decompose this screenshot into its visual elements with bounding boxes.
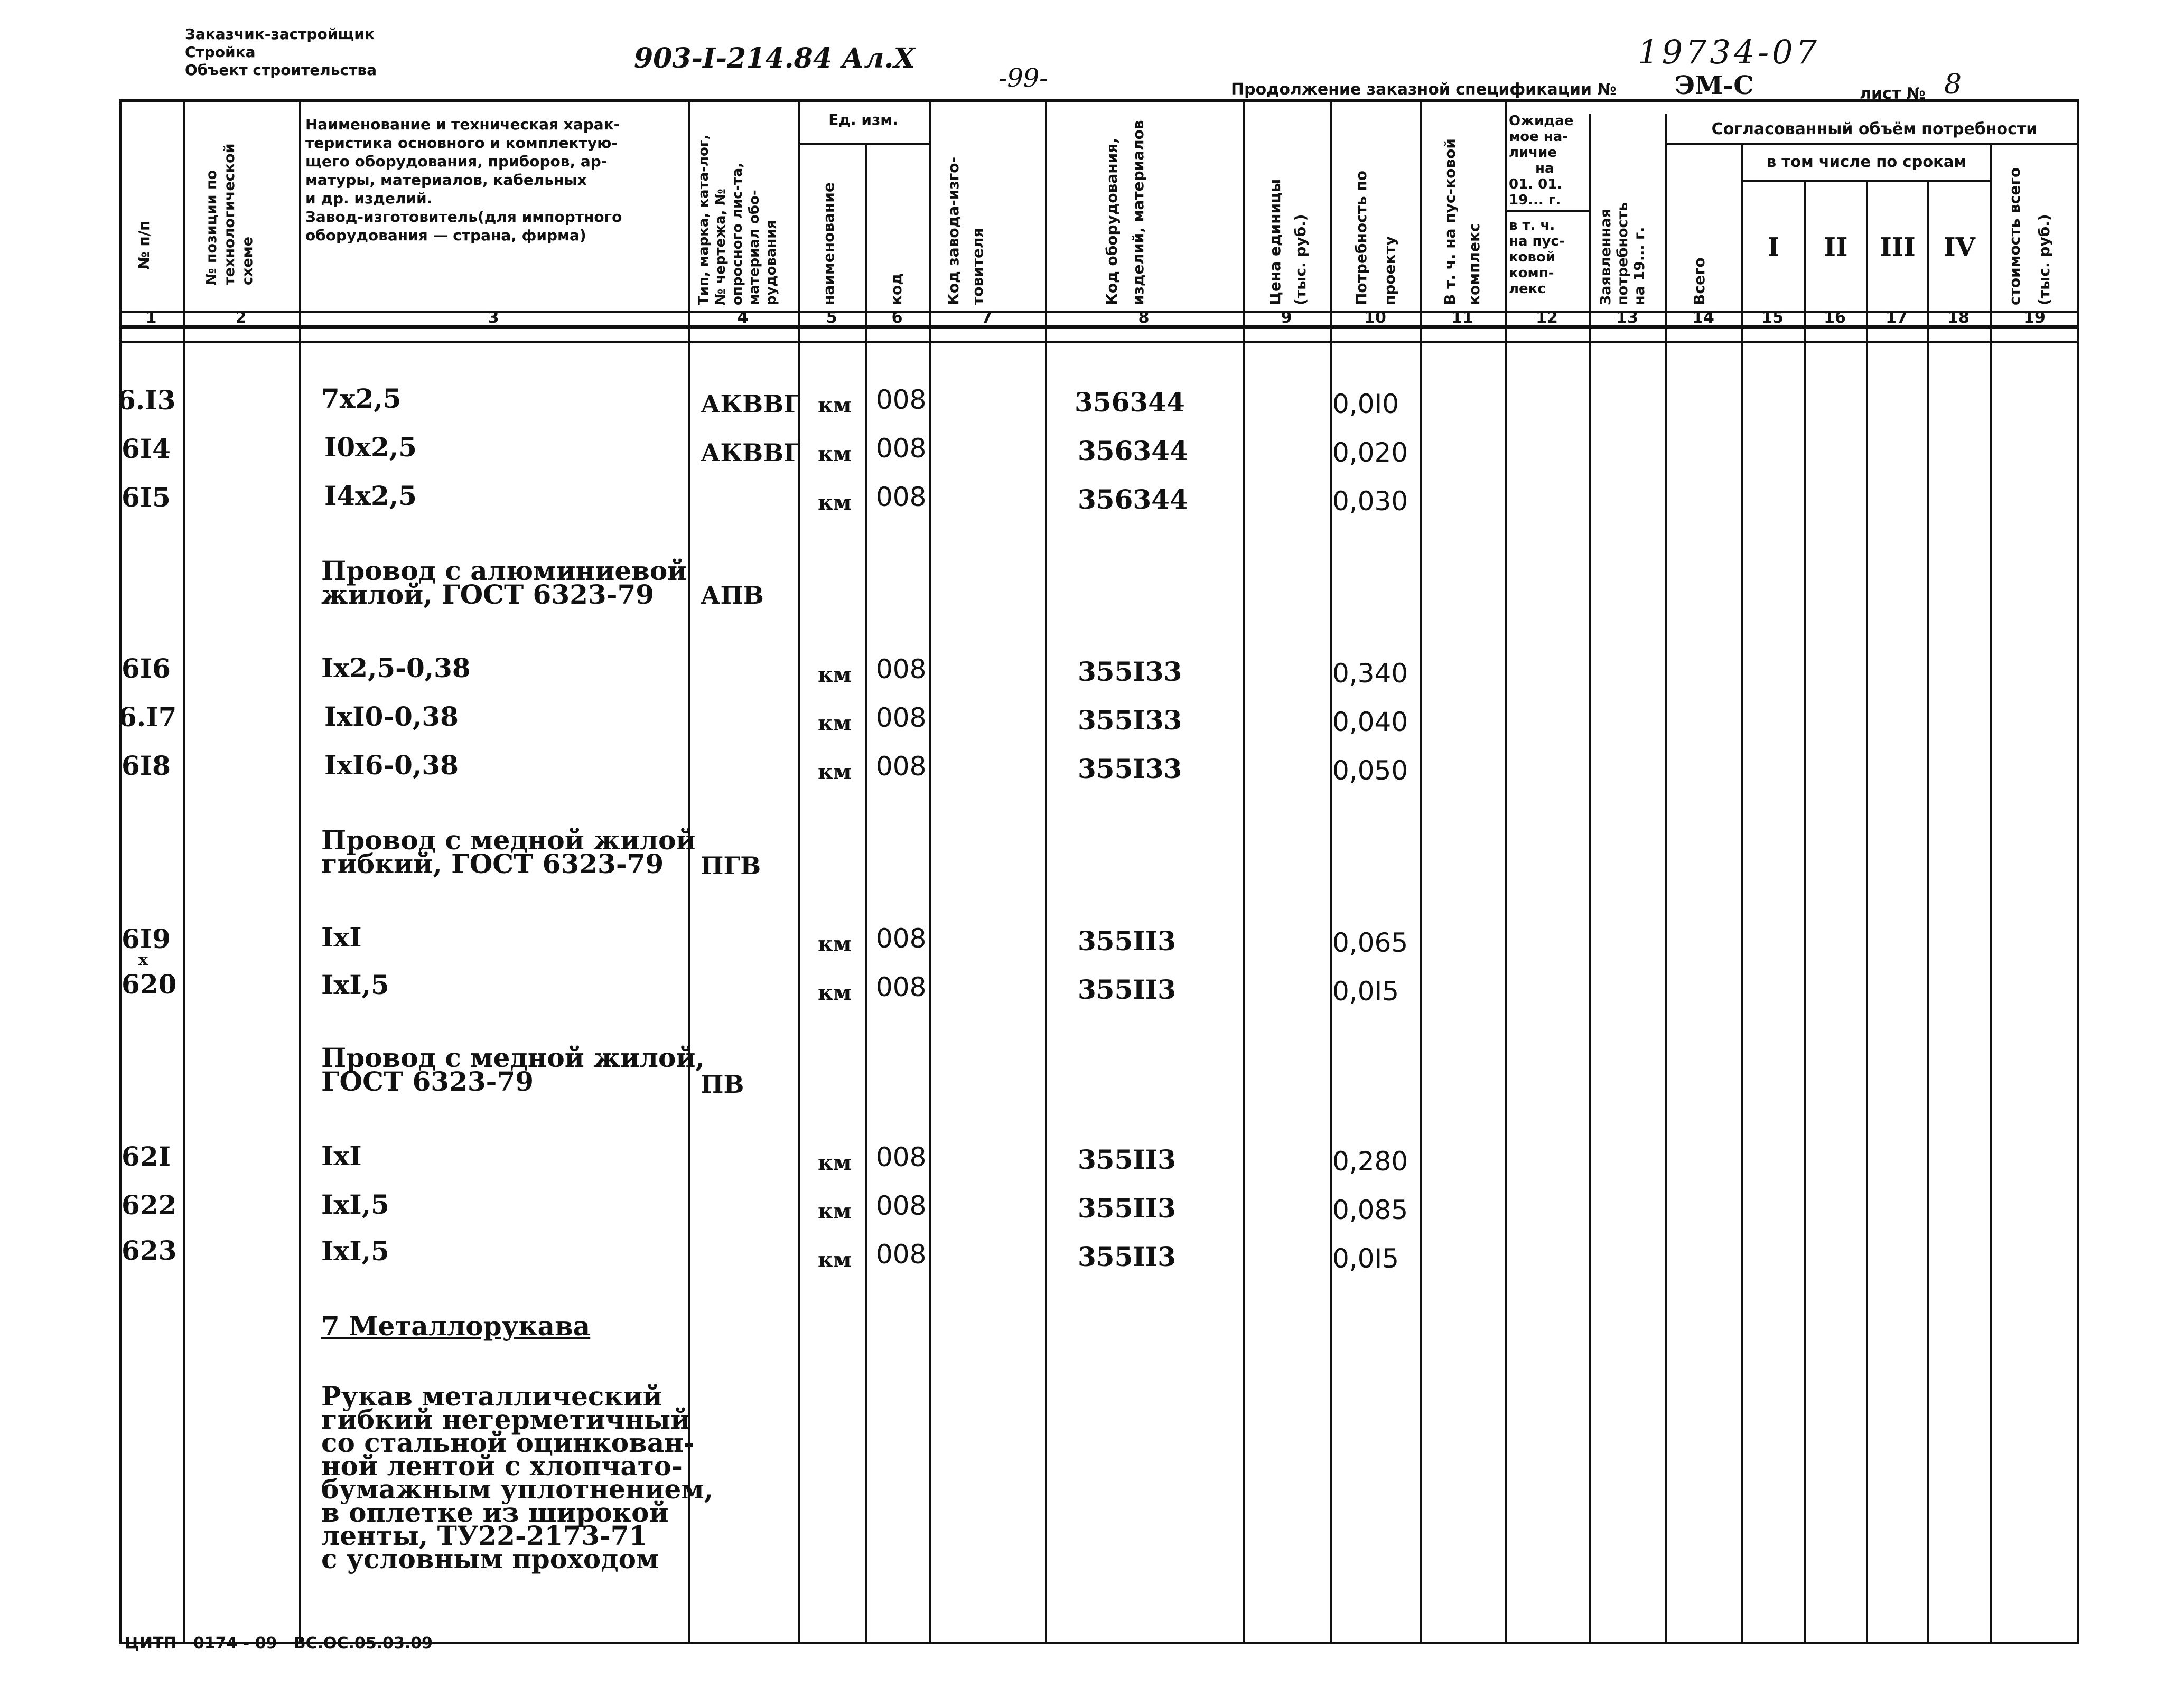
spec-number: ЭМ-С — [1675, 71, 1754, 100]
row-unit: км — [818, 662, 852, 687]
section-line: ленты, ТУ22-2173-71 — [321, 1520, 648, 1551]
col12-top-line-5: 01. 01. — [1509, 176, 1563, 192]
row-equipment-code: 356344 — [1078, 435, 1188, 466]
col14-header: Всего — [1691, 257, 1708, 305]
colnum-17: 17 — [1886, 308, 1908, 327]
project-code: 903-I-214.84 Ал.X — [634, 42, 916, 74]
document-number: 19734-07 — [1638, 33, 1821, 71]
group-title — [321, 555, 687, 610]
row-quantity: 0,020 — [1332, 437, 1408, 468]
row-unit-code: 008 — [876, 751, 927, 782]
col-line-16 — [1866, 180, 1868, 1644]
row-name: I4x2,5 — [324, 480, 417, 511]
row-name: I0x2,5 — [324, 432, 417, 463]
row-unit: км — [818, 1150, 852, 1175]
col-line-17 — [1927, 180, 1929, 1644]
colnum-10: 10 — [1364, 308, 1386, 327]
row-unit-code: 008 — [876, 1142, 927, 1173]
row-quantity: 0,0I5 — [1332, 1243, 1399, 1274]
row-name: IxI0-0,38 — [324, 701, 459, 732]
col12-top-line-3: личие — [1509, 145, 1557, 161]
col-line-9 — [1330, 99, 1332, 1644]
col3-line-7: оборудования — страна, фирма) — [305, 227, 586, 244]
continuation-label: Продолжение заказной спецификации № — [1231, 80, 1617, 99]
col3-line-5: и др. изделий. — [305, 190, 433, 207]
col12-top-line-6: 19... г. — [1509, 192, 1561, 208]
col-line-6 — [929, 99, 931, 1644]
row-no: 6I8 — [122, 750, 171, 781]
col12-bottom-header — [1509, 218, 1565, 297]
col12-top-line-1: Ожидае — [1509, 113, 1574, 129]
row-quantity: 0,0I5 — [1332, 976, 1399, 1007]
group-title-line: гибкий, ГОСТ 6323-79 — [321, 848, 664, 879]
customer-label: Заказчик-застройщик — [185, 25, 375, 43]
section-title: 7 Металлорукава — [321, 1310, 591, 1342]
col6-header: код — [888, 273, 905, 305]
col12-bottom-line-3: ковой — [1509, 249, 1556, 265]
col19-header: стоимость всего (тыс. руб.) — [2006, 167, 2053, 305]
section-line: ной лентой с хлопчато- — [321, 1450, 683, 1482]
row-quantity: 0,340 — [1332, 658, 1408, 689]
row-name: IxI,5 — [321, 1235, 389, 1267]
construction-label: Стройка — [185, 43, 256, 61]
row-equipment-code: 356344 — [1078, 484, 1188, 515]
row-equipment-code: 355II3 — [1078, 974, 1176, 1005]
col-line-12 — [1589, 114, 1591, 1644]
row-unit-code: 008 — [876, 433, 927, 464]
colnum-14: 14 — [1692, 308, 1714, 327]
body-top-line — [119, 341, 2079, 343]
row-type: АКВВГ — [701, 438, 800, 467]
row-unit: км — [818, 1248, 852, 1272]
col12-bottom-line-5: лекс — [1509, 281, 1546, 297]
col17-header: III — [1880, 232, 1916, 262]
colnum-18: 18 — [1947, 308, 1970, 327]
col3-line-4: матуры, материалов, кабельных — [305, 171, 587, 189]
group-title-line: Провод с медной жилой — [321, 824, 696, 856]
group-title-line: жилой, ГОСТ 6323-79 — [321, 579, 655, 610]
row-unit: км — [818, 760, 852, 784]
row-name: IxI,5 — [321, 1189, 389, 1220]
colnum-5: 5 — [826, 308, 837, 327]
group-type: ПГВ — [701, 851, 761, 880]
row-quantity: 0,065 — [1332, 927, 1408, 958]
col9-header: Цена единицы (тыс. руб.) — [1266, 179, 1309, 305]
group-title-line: ГОСТ 6323-79 — [321, 1066, 534, 1097]
col12-bottom-line-4: комп- — [1509, 265, 1554, 281]
col3-line-6: Завод-изготовитель(для импортного — [305, 208, 622, 226]
c12-split-line — [1505, 210, 1589, 212]
row-name: IxI — [321, 1140, 362, 1171]
col12-bottom-line-2: на пус- — [1509, 233, 1565, 249]
colnum-4: 4 — [737, 308, 749, 327]
col12-bottom-line-1: в т. ч. — [1509, 218, 1555, 233]
row-equipment-code: 355I33 — [1078, 753, 1182, 784]
row-name: IxI,5 — [321, 969, 389, 1000]
row-no: 62I — [122, 1141, 171, 1172]
colnum-1: 1 — [145, 308, 157, 327]
row-quantity: 0,030 — [1332, 486, 1408, 517]
row-no: 6I5 — [122, 482, 171, 513]
sheet-label: лист № — [1860, 85, 1926, 103]
col15-header: I — [1767, 232, 1780, 262]
agreed-group-header: Согласованный объём потребности — [1711, 120, 2038, 138]
row-equipment-code: 355II3 — [1078, 1193, 1176, 1224]
row-unit-code: 008 — [876, 1239, 927, 1270]
col18-header: IV — [1944, 232, 1975, 262]
section-line: в оплетке из широкой — [321, 1497, 669, 1528]
group-title — [321, 1042, 705, 1097]
row-equipment-code: 355I33 — [1078, 656, 1182, 687]
row-no: 6.I7 — [118, 701, 177, 733]
col-line-13 — [1665, 114, 1667, 1644]
row-unit-code: 008 — [876, 1190, 927, 1221]
col10-header: Потребность по проекту — [1352, 171, 1398, 305]
agreed-group-line — [1665, 143, 2079, 145]
row-no: 6I9 — [122, 923, 171, 954]
col3-line-2: теристика основного и комплектую- — [305, 134, 618, 152]
margin-note: x — [138, 951, 148, 969]
colnum-12: 12 — [1536, 308, 1558, 327]
col1-header: № п/п — [135, 220, 153, 269]
row-unit-code: 008 — [876, 385, 927, 415]
group-title-line: Провод с медной жилой, — [321, 1042, 705, 1073]
col-line-15 — [1804, 180, 1806, 1644]
group-title — [321, 824, 696, 879]
col-line-5 — [865, 143, 867, 1644]
colnum-8: 8 — [1138, 308, 1150, 327]
col13-header: Заявленная потребность на 19... г. — [1598, 202, 1648, 305]
row-name: IxI6-0,38 — [324, 749, 459, 781]
colnum-3: 3 — [488, 308, 499, 327]
col-line-7 — [1045, 99, 1047, 1644]
row-no: 6I4 — [122, 433, 171, 464]
row-unit-code: 008 — [876, 702, 927, 733]
col2-header: № позиции по технологической схеме — [203, 143, 256, 285]
col16-header: II — [1824, 232, 1848, 262]
terms-group-header: в том числе по срокам — [1766, 153, 1967, 171]
col8-header: Код оборудования, изделий, материалов — [1103, 120, 1147, 305]
terms-group-line — [1741, 180, 1990, 182]
col-line-11 — [1505, 99, 1507, 1644]
section-line: со стальной оцинкован- — [321, 1427, 695, 1458]
row-quantity: 0,085 — [1332, 1195, 1408, 1225]
row-equipment-code: 355II3 — [1078, 925, 1176, 957]
row-unit: км — [818, 932, 852, 957]
col-line-10 — [1420, 99, 1422, 1644]
colnum-9: 9 — [1281, 308, 1292, 327]
col3-line-1: Наименование и техническая харак- — [305, 116, 620, 133]
row-equipment-code: 355II3 — [1078, 1241, 1176, 1272]
row-quantity: 0,050 — [1332, 755, 1408, 786]
row-no: 623 — [122, 1235, 177, 1266]
row-unit-code: 008 — [876, 482, 927, 512]
col-line-1 — [183, 99, 185, 1644]
colnum-11: 11 — [1451, 308, 1473, 327]
row-no: 620 — [122, 969, 177, 1000]
page-number: -99- — [998, 63, 1048, 93]
section-line: Рукав металлический — [321, 1381, 662, 1412]
row-unit-code: 008 — [876, 923, 927, 954]
colnum-2: 2 — [235, 308, 247, 327]
group-title-line: Провод с алюминиевой — [321, 555, 687, 586]
row-name: Ix2,5-0,38 — [321, 652, 471, 683]
row-unit: км — [818, 1199, 852, 1224]
row-equipment-code: 356344 — [1075, 387, 1185, 418]
section-line: бумажным уплотнением, — [321, 1474, 714, 1505]
colnum-6: 6 — [891, 308, 903, 327]
row-quantity: 0,0I0 — [1332, 389, 1399, 419]
colnum-15: 15 — [1761, 308, 1784, 327]
col12-top-line-4: на — [1535, 161, 1554, 176]
row-equipment-code: 355I33 — [1078, 705, 1182, 736]
row-no: 6.I3 — [117, 385, 176, 416]
group-type: АПВ — [701, 581, 764, 610]
unit-group-header: Ед. изм. — [828, 111, 898, 128]
section-description — [321, 1381, 714, 1574]
col5-header: наименование — [820, 182, 837, 305]
row-no: 622 — [122, 1189, 177, 1221]
sheet-number: 8 — [1944, 69, 1962, 100]
group-type: ПВ — [701, 1070, 744, 1099]
col11-header: В т. ч. на пус-ковой комплекс — [1441, 138, 1483, 305]
colnum-7: 7 — [981, 308, 993, 327]
col12-top-header — [1509, 113, 1573, 208]
col-line-4 — [798, 99, 800, 1644]
col3-line-3: щего оборудования, приборов, ар- — [305, 153, 608, 170]
col7-header: Код завода-изго-товителя — [945, 156, 986, 305]
col4-header: Тип, марка, ката-лог, № чертежа, № опросного лис-та, материал обо-рудования — [696, 134, 779, 305]
col-line-18 — [1990, 143, 1992, 1644]
row-unit: км — [818, 442, 852, 466]
unit-group-line — [798, 143, 929, 145]
row-quantity: 0,280 — [1332, 1146, 1408, 1177]
row-name: 7x2,5 — [321, 383, 402, 414]
col-line-2 — [299, 99, 301, 1644]
col3-header — [305, 115, 622, 245]
row-unit-code: 008 — [876, 654, 927, 685]
col12-top-line-2: мое на- — [1509, 129, 1569, 145]
row-quantity: 0,040 — [1332, 707, 1408, 737]
col-line-14 — [1741, 143, 1743, 1644]
section-line: с условным проходом — [321, 1543, 659, 1574]
row-unit: км — [818, 980, 852, 1005]
section-line: гибкий негерметичный — [321, 1404, 690, 1435]
row-unit: км — [818, 711, 852, 736]
colnum-16: 16 — [1824, 308, 1846, 327]
row-unit: км — [818, 490, 852, 515]
col-line-8 — [1243, 99, 1245, 1644]
colnum-19: 19 — [2023, 308, 2046, 327]
row-unit-code: 008 — [876, 972, 927, 1002]
row-no: 6I6 — [122, 653, 171, 684]
row-equipment-code: 355II3 — [1078, 1144, 1176, 1175]
colnum-13: 13 — [1616, 308, 1638, 327]
row-type: АКВВГ — [701, 390, 800, 418]
row-name: IxI — [321, 922, 362, 953]
object-label: Объект строительства — [185, 61, 377, 79]
footer-code: ЦИТП 0174 - 09 ВС.ОС.05.03.09 — [125, 1634, 433, 1653]
row-unit: км — [818, 393, 852, 418]
